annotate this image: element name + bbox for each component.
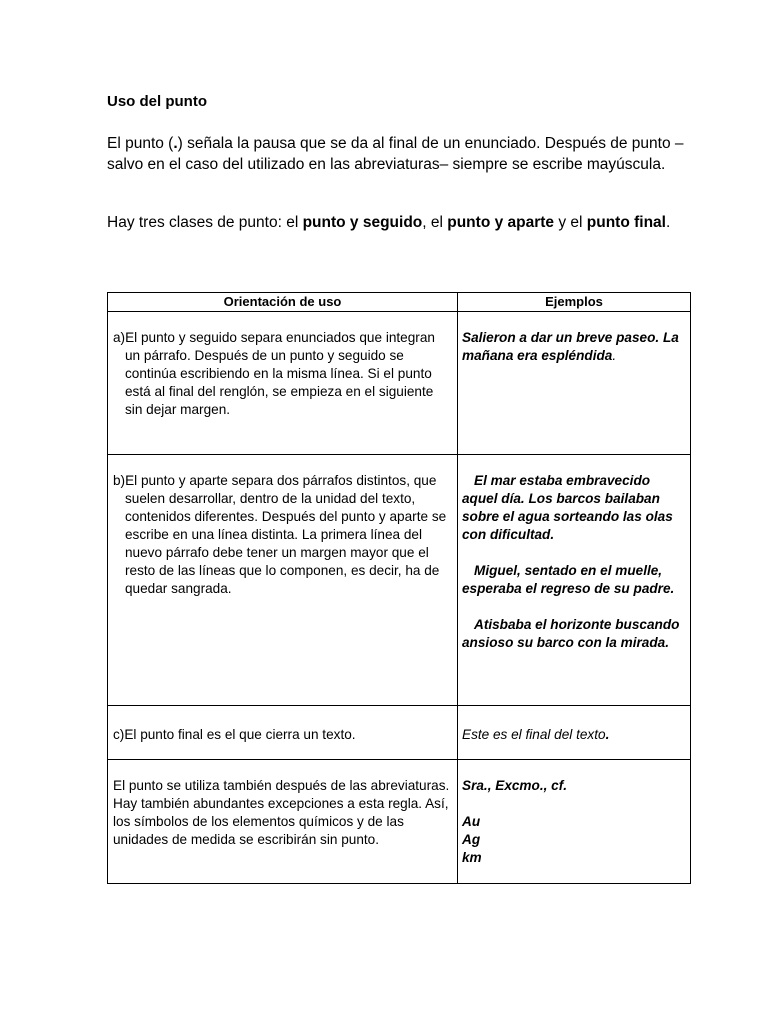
row-c-example-text: Este es el final del texto [462,727,606,742]
row-b-text: b)El punto y aparte separa dos párrafos distintos, que suelen desarrollar, dentro de la unidad del texto, contenidos diferentes. Después del punto y aparte se escribe en una línea distinta. La primera línea del nuevo párrafo debe tener un margen mayor que el resto de las líneas que lo componen, es decir, ha de quedar sangrada. [113,473,447,596]
row-c-examples [458,706,691,760]
page-title: Uso del punto [107,93,207,110]
classes-text-e: . [665,214,671,231]
row-b-example-2-text: Miguel, sentado en el muelle, esperaba el regreso de su padre. [462,563,675,596]
row-c-example-dot: . [605,727,610,742]
row-d-example-list [458,760,690,867]
table-header-row [108,293,691,312]
row-b-example-3-text: Atisbaba el horizonte buscando ansioso su barco con la mirada. [462,617,680,650]
row-a-example-text: Salieron a dar un breve paseo. La mañana era espléndida [462,330,679,363]
row-d-example-km: km [462,850,482,865]
row-a-example [458,312,690,365]
table-row [108,706,691,760]
row-d-examples [458,760,691,884]
usage-table [107,292,691,884]
table-row [108,760,691,884]
row-d-example-ag: Ag [462,832,481,847]
row-a-examples [458,312,691,455]
classes-paragraph [107,212,697,233]
row-c-orientation [108,706,458,760]
intro-text-end: ) señala la pausa que se da al final de un enunciado. Después de punto –salvo en el caso del utilizado en las abreviaturas– siempre se escribe mayúscula. [107,135,684,173]
intro-paragraph [107,133,697,175]
row-d-orientation [108,760,458,884]
row-b-example-1 [462,472,686,544]
header-ejemplos: Ejemplos [458,293,691,312]
term-punto-y-aparte: punto y aparte [447,214,555,231]
table-row [108,312,691,455]
intro-dot-symbol: . [173,135,178,152]
row-b-examples [458,455,691,706]
row-d-example-au: Au [462,814,481,829]
table-row [108,455,691,706]
classes-text-d: y el [554,214,587,231]
classes-text-a: Hay tres clases de punto: el [107,214,303,231]
term-punto-y-seguido: punto y seguido [302,214,423,231]
row-a-text: a)El punto y seguido separa enunciados que integran un párrafo. Después de un punto y seguido se continúa escribiendo en la misma línea. Si el punto está al final del renglón, se empieza en el siguiente sin dejar margen. [113,330,435,417]
term-punto-final: punto final [586,214,666,231]
row-c-example [458,706,690,744]
row-b-example-list [458,455,690,652]
classes-text-c: , el [422,214,448,231]
intro-text-start: El punto ( [107,135,174,152]
row-b-orientation [108,455,458,706]
row-d-text: El punto se utiliza también después de las abreviaturas. Hay también abundantes excepciones a esta regla. Así, los símbolos de los elementos químicos y de las unidades de medida se escribirán sin punto. [113,778,450,847]
header-orientacion: Orientación de uso [108,293,458,312]
row-b-example-3 [462,616,686,652]
row-a-example-dot: . [612,348,617,363]
row-b-example-1-text: El mar estaba embravecido aquel día. Los barcos bailaban sobre el agua sorteando las olas con dificultad. [462,473,673,542]
row-d-example-abbrev: Sra., Excmo., cf. [462,778,568,793]
row-b-example-2 [462,562,686,598]
row-a-orientation [108,312,458,455]
row-c-text: c)El punto final es el que cierra un texto. [113,727,356,742]
